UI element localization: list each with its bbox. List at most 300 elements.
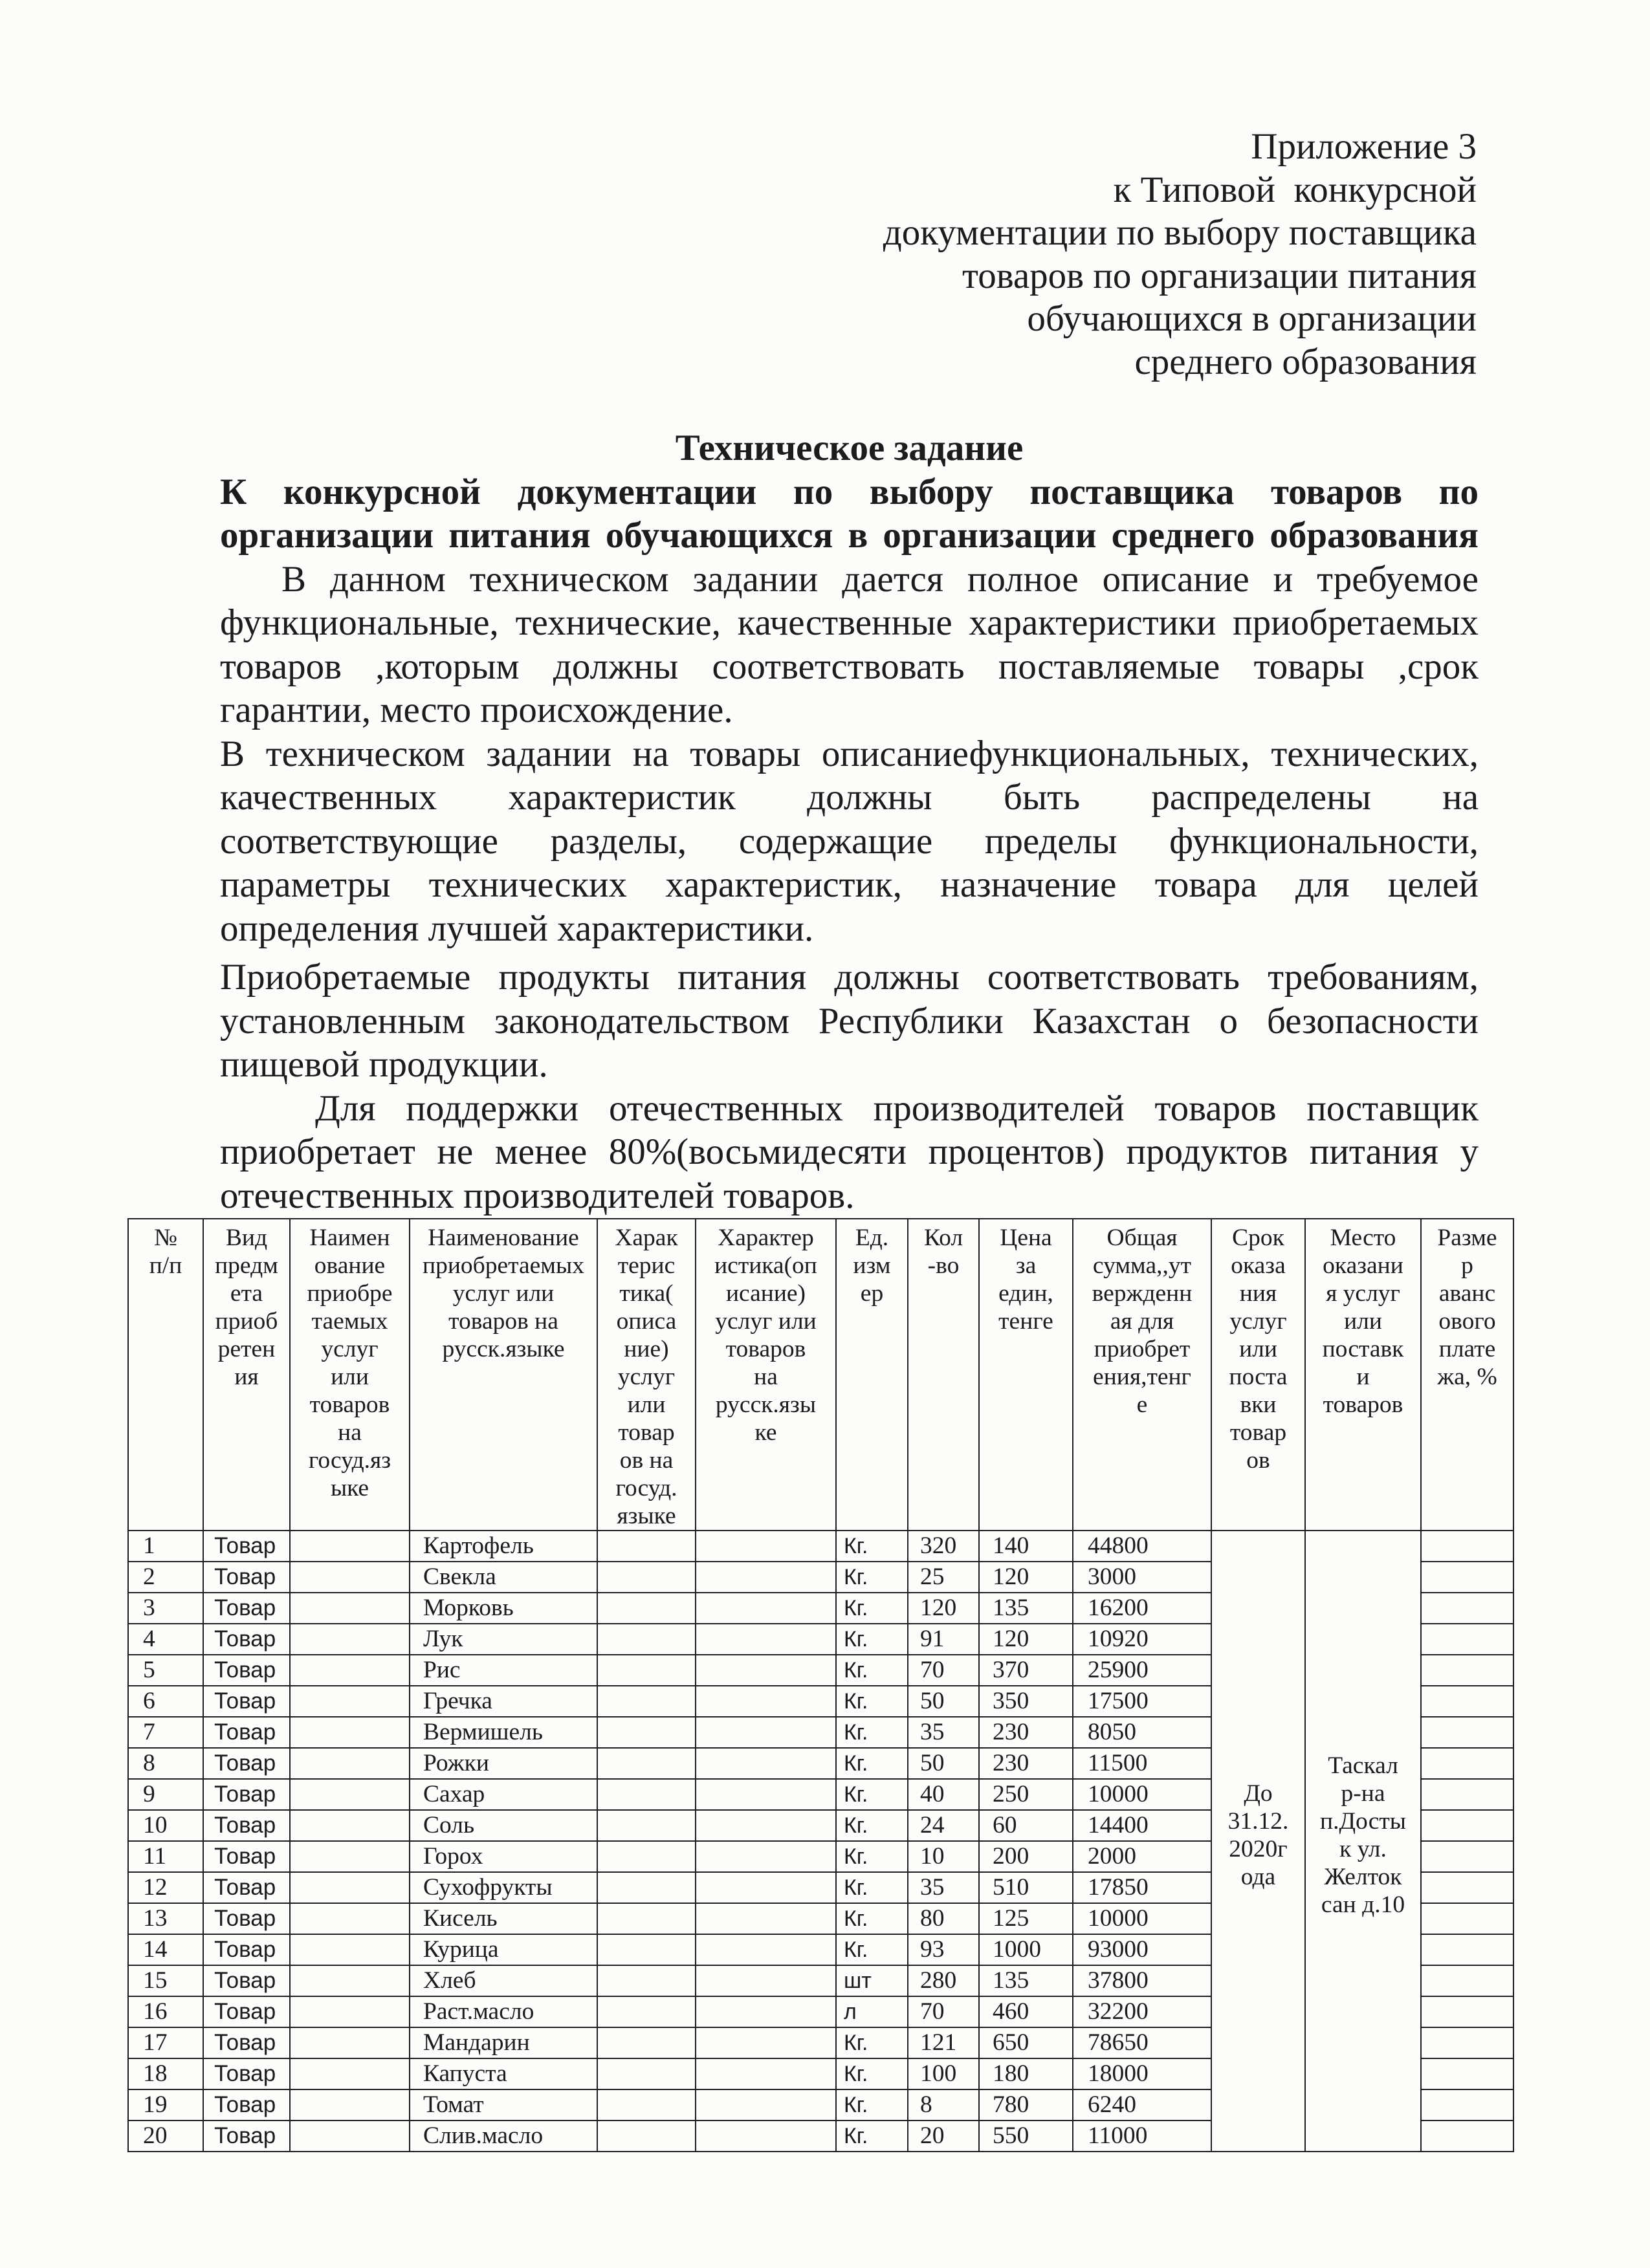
header-text-line: ая для: [1110, 1308, 1174, 1335]
appendix-line: среднего образования: [1134, 341, 1477, 382]
cell-number: 7: [128, 1717, 203, 1748]
header-text-line: ния: [1239, 1280, 1277, 1307]
cell-name-state-lang: [290, 1686, 410, 1717]
header-text-line: сумма,,ут: [1092, 1252, 1192, 1279]
cell-name-state-lang: [290, 1965, 410, 1996]
header-text-line: оказа: [1231, 1252, 1286, 1279]
cell-unit: Кг.: [836, 1779, 908, 1810]
header-text-line: услуг: [1229, 1308, 1287, 1335]
header-name-ru: [410, 1219, 597, 1531]
cell-number: 17: [128, 2027, 203, 2058]
cell-quantity: 280: [908, 1965, 979, 1996]
cell-name-ru: Морковь: [410, 1593, 597, 1624]
cell-name-ru: Рожки: [410, 1748, 597, 1779]
cell-total-amount: 10920: [1073, 1624, 1211, 1655]
subtitle-line: организации питания обучающихся в организации среднего образования: [220, 515, 1479, 556]
cell-name-ru: Картофель: [410, 1531, 597, 1562]
cell-unit-price: 780: [979, 2089, 1073, 2121]
cell-name-state-lang: [290, 1593, 410, 1624]
header-text-line: или: [1344, 1308, 1382, 1335]
cell-unit: Кг.: [836, 1934, 908, 1965]
cell-unit-price: 120: [979, 1624, 1073, 1655]
merged-text-line: ода: [1240, 1864, 1276, 1890]
cell-spec-ru: [696, 1562, 836, 1593]
paragraph-line: Приобретаемые продукты питания должны соответствовать требованиям,: [220, 957, 1479, 998]
cell-number: 3: [128, 1593, 203, 1624]
cell-spec-ru: [696, 1748, 836, 1779]
cell-total-amount: 25900: [1073, 1655, 1211, 1686]
header-spec-state-lang: [597, 1219, 696, 1531]
cell-spec-ru: [696, 2027, 836, 2058]
cell-quantity: 8: [908, 2089, 979, 2121]
cell-advance-payment: [1421, 1841, 1513, 1872]
paragraph-line: установленным законодательством Республики Казахстан о безопасности: [220, 1000, 1479, 1041]
cell-total-amount: 78650: [1073, 2027, 1211, 2058]
merged-text-line: п.Досты: [1320, 1808, 1406, 1835]
cell-total-amount: 93000: [1073, 1934, 1211, 1965]
cell-total-amount: 6240: [1073, 2089, 1211, 2121]
cell-item-type: Товар: [203, 1531, 290, 1562]
cell-advance-payment: [1421, 1531, 1513, 1562]
cell-quantity: 50: [908, 1686, 979, 1717]
cell-name-state-lang: [290, 1903, 410, 1934]
cell-number: 14: [128, 1934, 203, 1965]
paragraph-line: В данном техническом задании дается полное описание и требуемое: [281, 558, 1479, 600]
cell-unit-price: 250: [979, 1779, 1073, 1810]
paragraph-line: качественных характеристик должны быть распределены на: [220, 777, 1479, 818]
cell-item-type: Товар: [203, 1903, 290, 1934]
cell-item-type: Товар: [203, 1810, 290, 1841]
cell-item-type: Товар: [203, 2089, 290, 2121]
header-text-line: таемых: [311, 1308, 388, 1335]
header-text-line: Вид: [225, 1225, 268, 1251]
cell-delivery-term: [1211, 1531, 1305, 2152]
cell-advance-payment: [1421, 1748, 1513, 1779]
header-text-line: №: [154, 1225, 177, 1251]
cell-total-amount: 17500: [1073, 1686, 1211, 1717]
cell-item-type: Товар: [203, 1655, 290, 1686]
paragraph-safety: [220, 955, 1479, 1087]
merged-text-line: 31.12.: [1227, 1808, 1289, 1835]
cell-name-ru: Раст.масло: [410, 1996, 597, 2027]
paragraph-local-producers: [220, 1087, 1479, 1218]
header-text-line: товаров на: [448, 1308, 558, 1335]
cell-total-amount: 2000: [1073, 1841, 1211, 1872]
paragraph-requirements: [220, 732, 1479, 951]
cell-item-type: Товар: [203, 2058, 290, 2089]
cell-spec-state-lang: [597, 1779, 696, 1810]
cell-spec-state-lang: [597, 2089, 696, 2121]
cell-name-state-lang: [290, 1934, 410, 1965]
cell-spec-state-lang: [597, 2121, 696, 2152]
cell-unit: Кг.: [836, 1655, 908, 1686]
header-text-line: приоб: [215, 1308, 278, 1335]
cell-unit: Кг.: [836, 1531, 908, 1562]
cell-unit: шт: [836, 1965, 908, 1996]
header-text-line: или: [331, 1364, 369, 1390]
cell-number: 15: [128, 1965, 203, 1996]
appendix-line: Приложение 3: [1251, 126, 1477, 167]
cell-spec-ru: [696, 2089, 836, 2121]
cell-spec-state-lang: [597, 1655, 696, 1686]
header-text-line: плате: [1438, 1336, 1496, 1362]
cell-unit: Кг.: [836, 1748, 908, 1779]
cell-unit-price: 135: [979, 1593, 1073, 1624]
paragraph-line: В техническом задании на товары описаниефункциональных, технических,: [220, 733, 1479, 774]
cell-number: 2: [128, 1562, 203, 1593]
paragraph-line: приобретает не менее 80%(восьмидесяти процентов) продуктов питания у: [220, 1131, 1479, 1172]
cell-advance-payment: [1421, 1872, 1513, 1903]
cell-quantity: 93: [908, 1934, 979, 1965]
cell-spec-state-lang: [597, 1562, 696, 1593]
header-text-line: описа: [616, 1308, 677, 1335]
cell-unit: л: [836, 1996, 908, 2027]
header-text-line: поста: [1229, 1364, 1288, 1390]
header-text-line: на: [754, 1364, 778, 1390]
cell-spec-state-lang: [597, 1810, 696, 1841]
cell-quantity: 70: [908, 1655, 979, 1686]
cell-quantity: 320: [908, 1531, 979, 1562]
cell-spec-state-lang: [597, 2058, 696, 2089]
cell-total-amount: 11500: [1073, 1748, 1211, 1779]
header-advance-payment: [1421, 1219, 1513, 1531]
cell-quantity: 25: [908, 1562, 979, 1593]
cell-unit: Кг.: [836, 1810, 908, 1841]
cell-total-amount: 32200: [1073, 1996, 1211, 2027]
cell-spec-state-lang: [597, 1996, 696, 2027]
cell-total-amount: 10000: [1073, 1779, 1211, 1810]
cell-number: 11: [128, 1841, 203, 1872]
paragraph-line: параметры технических характеристик, назначение товара для целей: [220, 864, 1479, 905]
table-row: [128, 1531, 1513, 1562]
header-text-line: русск.языке: [442, 1336, 565, 1362]
cell-spec-ru: [696, 1841, 836, 1872]
header-text-line: ия: [234, 1364, 259, 1390]
header-text-line: р: [1461, 1252, 1473, 1279]
cell-name-ru: Курица: [410, 1934, 597, 1965]
cell-quantity: 80: [908, 1903, 979, 1934]
cell-advance-payment: [1421, 1996, 1513, 2027]
cell-number: 6: [128, 1686, 203, 1717]
header-text-line: е: [1136, 1391, 1148, 1418]
header-delivery-term: [1211, 1219, 1305, 1531]
cell-total-amount: 10000: [1073, 1903, 1211, 1934]
header-text-line: Наимен: [309, 1225, 390, 1251]
cell-spec-ru: [696, 1810, 836, 1841]
header-text-line: приобрет: [1094, 1336, 1191, 1362]
cell-name-ru: Кисель: [410, 1903, 597, 1934]
cell-unit-price: 550: [979, 2121, 1073, 2152]
paragraph-line: отечественных производителей товаров.: [220, 1175, 855, 1216]
header-text-line: ов: [1246, 1447, 1270, 1474]
header-text-line: аванс: [1438, 1280, 1496, 1307]
cell-item-type: Товар: [203, 2027, 290, 2058]
cell-unit: Кг.: [836, 2027, 908, 2058]
cell-quantity: 70: [908, 1996, 979, 2027]
cell-name-state-lang: [290, 1624, 410, 1655]
header-text-line: и: [1356, 1364, 1370, 1390]
merged-text-line: До: [1244, 1780, 1273, 1807]
cell-advance-payment: [1421, 1965, 1513, 1996]
cell-total-amount: 16200: [1073, 1593, 1211, 1624]
cell-number: 5: [128, 1655, 203, 1686]
header-text-line: за: [1015, 1252, 1037, 1279]
header-text-line: тика(: [619, 1280, 674, 1307]
header-text-line: Ед.: [855, 1225, 889, 1251]
cell-spec-state-lang: [597, 1624, 696, 1655]
cell-total-amount: 37800: [1073, 1965, 1211, 1996]
cell-spec-state-lang: [597, 1841, 696, 1872]
header-text-line: вки: [1240, 1391, 1277, 1418]
cell-spec-ru: [696, 1593, 836, 1624]
header-text-line: Цена: [1000, 1225, 1052, 1251]
merged-text-line: Таскал: [1328, 1752, 1398, 1779]
header-text-line: оказани: [1323, 1252, 1403, 1279]
document-title: Техническое задание: [675, 428, 1024, 468]
cell-quantity: 24: [908, 1810, 979, 1841]
header-text-line: услуг или: [452, 1280, 555, 1307]
cell-unit: Кг.: [836, 1593, 908, 1624]
cell-unit: Кг.: [836, 1686, 908, 1717]
cell-name-state-lang: [290, 2121, 410, 2152]
cell-name-ru: Томат: [410, 2089, 597, 2121]
header-delivery-place: [1305, 1219, 1421, 1531]
header-text-line: вержденн: [1092, 1280, 1193, 1307]
header-name-state-lang: [290, 1219, 410, 1531]
cell-item-type: Товар: [203, 1872, 290, 1903]
header-spec-ru: [696, 1219, 836, 1531]
cell-name-ru: Мандарин: [410, 2027, 597, 2058]
header-text-line: ке: [754, 1419, 777, 1446]
header-number: [128, 1219, 203, 1531]
cell-unit-price: 460: [979, 1996, 1073, 2027]
header-text-line: я услуг: [1326, 1280, 1400, 1307]
document-body: [220, 426, 1479, 1217]
cell-number: 9: [128, 1779, 203, 1810]
cell-quantity: 91: [908, 1624, 979, 1655]
cell-spec-ru: [696, 1531, 836, 1562]
cell-advance-payment: [1421, 2058, 1513, 2089]
cell-item-type: Товар: [203, 1934, 290, 1965]
header-text-line: ер: [860, 1280, 884, 1307]
header-text-line: услуг или: [715, 1308, 817, 1335]
header-text-line: Разме: [1437, 1225, 1497, 1251]
cell-spec-ru: [696, 2121, 836, 2152]
cell-name-ru: Свекла: [410, 1562, 597, 1593]
cell-quantity: 100: [908, 2058, 979, 2089]
cell-name-ru: Рис: [410, 1655, 597, 1686]
cell-spec-ru: [696, 1903, 836, 1934]
cell-item-type: Товар: [203, 1748, 290, 1779]
cell-total-amount: 14400: [1073, 1810, 1211, 1841]
cell-total-amount: 44800: [1073, 1531, 1211, 1562]
cell-spec-ru: [696, 1686, 836, 1717]
paragraph-description: [220, 558, 1479, 732]
header-text-line: изм: [853, 1252, 891, 1279]
header-unit: [836, 1219, 908, 1531]
header-text-line: приобре: [307, 1280, 393, 1307]
cell-advance-payment: [1421, 1562, 1513, 1593]
cell-name-state-lang: [290, 1748, 410, 1779]
cell-spec-state-lang: [597, 1593, 696, 1624]
cell-number: 19: [128, 2089, 203, 2121]
header-text-line: предм: [215, 1252, 278, 1279]
header-item-type: [203, 1219, 290, 1531]
cell-total-amount: 18000: [1073, 2058, 1211, 2089]
cell-unit-price: 120: [979, 1562, 1073, 1593]
header-text-line: Общая: [1106, 1225, 1178, 1251]
cell-number: 12: [128, 1872, 203, 1903]
cell-name-ru: Капуста: [410, 2058, 597, 2089]
header-text-line: Характер: [718, 1225, 814, 1251]
cell-unit-price: 230: [979, 1748, 1073, 1779]
header-text-line: или: [627, 1391, 666, 1418]
header-text-line: товаров: [1323, 1391, 1403, 1418]
cell-total-amount: 17850: [1073, 1872, 1211, 1903]
header-text-line: поставк: [1322, 1336, 1404, 1362]
cell-advance-payment: [1421, 2027, 1513, 2058]
cell-name-ru: Лук: [410, 1624, 597, 1655]
header-text-line: языке: [617, 1503, 676, 1529]
cell-number: 4: [128, 1624, 203, 1655]
paragraph-line: соответствующие разделы, содержащие пределы функциональности,: [220, 820, 1479, 862]
appendix-line: документации по выбору поставщика: [883, 212, 1477, 253]
merged-text-line: к ул.: [1339, 1836, 1387, 1862]
cell-number: 8: [128, 1748, 203, 1779]
header-text-line: Место: [1330, 1225, 1396, 1251]
header-text-line: ов на: [619, 1447, 674, 1474]
header-text-line: ретен: [217, 1336, 276, 1362]
cell-number: 13: [128, 1903, 203, 1934]
cell-name-state-lang: [290, 1531, 410, 1562]
cell-advance-payment: [1421, 1655, 1513, 1686]
cell-number: 10: [128, 1810, 203, 1841]
cell-quantity: 20: [908, 2121, 979, 2152]
paragraph-line: пищевой продукции.: [220, 1044, 548, 1085]
cell-unit-price: 230: [979, 1717, 1073, 1748]
header-text-line: Кол: [923, 1225, 963, 1251]
cell-unit: Кг.: [836, 1872, 908, 1903]
cell-spec-ru: [696, 1965, 836, 1996]
cell-item-type: Товар: [203, 2121, 290, 2152]
cell-advance-payment: [1421, 1903, 1513, 1934]
header-text-line: товаров: [725, 1336, 806, 1362]
header-text-line: ового: [1438, 1308, 1496, 1335]
header-text-line: или: [1239, 1336, 1277, 1362]
cell-name-ru: Слив.масло: [410, 2121, 597, 2152]
header-text-line: исание): [725, 1280, 806, 1307]
cell-number: 1: [128, 1531, 203, 1562]
table-header-row: [128, 1219, 1513, 1531]
cell-advance-payment: [1421, 1686, 1513, 1717]
cell-unit-price: 510: [979, 1872, 1073, 1903]
header-text-line: ование: [314, 1252, 386, 1279]
header-text-line: товаров: [309, 1391, 390, 1418]
cell-quantity: 121: [908, 2027, 979, 2058]
cell-name-ru: Сухофрукты: [410, 1872, 597, 1903]
appendix-note: [883, 125, 1477, 384]
merged-text-line: р-на: [1341, 1780, 1385, 1807]
subtitle-line: К конкурсной документации по выбору поставщика товаров по: [220, 471, 1479, 512]
table-body: [128, 1531, 1513, 2152]
header-text-line: Харак: [615, 1225, 678, 1251]
cell-name-ru: Гречка: [410, 1686, 597, 1717]
cell-number: 20: [128, 2121, 203, 2152]
cell-total-amount: 3000: [1073, 1562, 1211, 1593]
cell-spec-ru: [696, 2058, 836, 2089]
cell-name-state-lang: [290, 1810, 410, 1841]
cell-quantity: 35: [908, 1717, 979, 1748]
cell-unit: Кг.: [836, 2121, 908, 2152]
cell-unit-price: 125: [979, 1903, 1073, 1934]
cell-spec-state-lang: [597, 2027, 696, 2058]
cell-unit: Кг.: [836, 1562, 908, 1593]
cell-spec-ru: [696, 1717, 836, 1748]
cell-item-type: Товар: [203, 1779, 290, 1810]
appendix-line: к Типовой конкурсной: [1113, 169, 1477, 210]
cell-item-type: Товар: [203, 1717, 290, 1748]
header-text-line: терис: [617, 1252, 676, 1279]
cell-advance-payment: [1421, 2121, 1513, 2152]
cell-spec-state-lang: [597, 1531, 696, 1562]
header-text-line: ета: [230, 1280, 263, 1307]
cell-name-state-lang: [290, 2089, 410, 2121]
cell-total-amount: 8050: [1073, 1717, 1211, 1748]
appendix-line: товаров по организации питания: [962, 255, 1477, 296]
cell-unit: Кг.: [836, 1903, 908, 1934]
header-text-line: товар: [1229, 1419, 1287, 1446]
cell-unit-price: 200: [979, 1841, 1073, 1872]
header-text-line: Наименование: [428, 1225, 579, 1251]
cell-unit-price: 140: [979, 1531, 1073, 1562]
cell-advance-payment: [1421, 1810, 1513, 1841]
cell-quantity: 35: [908, 1872, 979, 1903]
cell-spec-ru: [696, 1872, 836, 1903]
header-text-line: ыке: [330, 1475, 369, 1501]
header-text-line: госуд.яз: [308, 1447, 391, 1474]
cell-unit-price: 350: [979, 1686, 1073, 1717]
cell-spec-ru: [696, 1996, 836, 2027]
cell-number: 18: [128, 2058, 203, 2089]
cell-name-ru: Горох: [410, 1841, 597, 1872]
cell-unit-price: 650: [979, 2027, 1073, 2058]
header-text-line: п/п: [149, 1252, 182, 1279]
header-text-line: услуг: [321, 1336, 379, 1362]
cell-spec-state-lang: [597, 1872, 696, 1903]
cell-name-ru: Сахар: [410, 1779, 597, 1810]
cell-name-ru: Хлеб: [410, 1965, 597, 1996]
cell-quantity: 50: [908, 1748, 979, 1779]
paragraph-line: товаров ,которым должны соответствовать поставляемые товары ,срок: [220, 646, 1479, 687]
cell-spec-state-lang: [597, 1686, 696, 1717]
header-text-line: русск.язы: [715, 1391, 817, 1418]
cell-name-state-lang: [290, 1996, 410, 2027]
cell-name-state-lang: [290, 2027, 410, 2058]
header-text-line: жа, %: [1437, 1364, 1497, 1390]
cell-name-ru: Вермишель: [410, 1717, 597, 1748]
cell-item-type: Товар: [203, 1996, 290, 2027]
header-unit-price: [979, 1219, 1073, 1531]
paragraph-line: функциональные, технические, качественные характеристики приобретаемых: [220, 602, 1479, 643]
header-text-line: госуд.: [615, 1475, 677, 1501]
cell-unit: Кг.: [836, 1624, 908, 1655]
cell-spec-ru: [696, 1624, 836, 1655]
cell-quantity: 40: [908, 1779, 979, 1810]
header-text-line: -во: [927, 1252, 960, 1279]
cell-item-type: Товар: [203, 1965, 290, 1996]
cell-item-type: Товар: [203, 1624, 290, 1655]
cell-name-state-lang: [290, 1779, 410, 1810]
